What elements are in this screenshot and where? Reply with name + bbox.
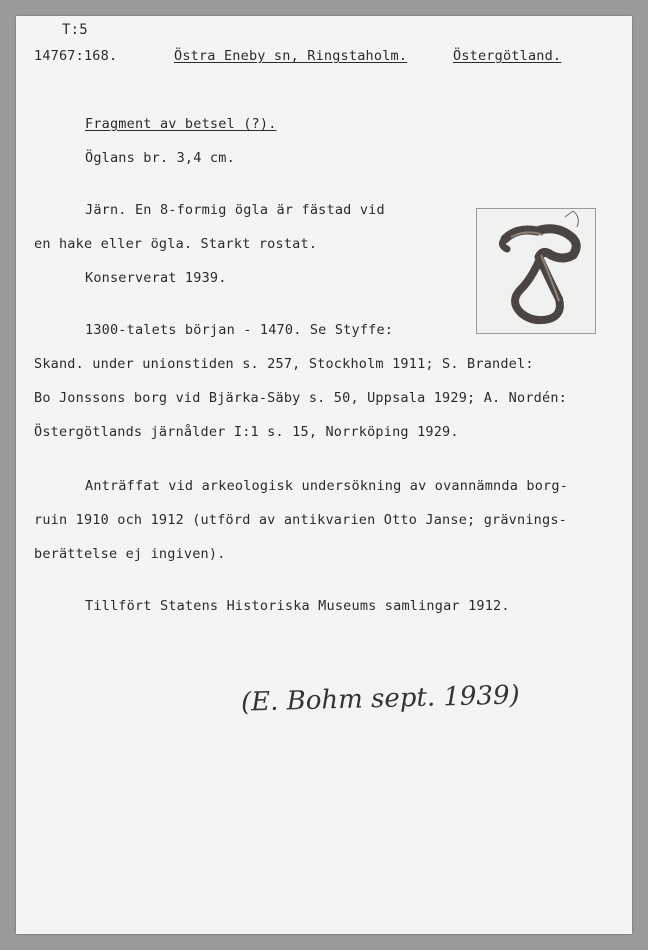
catalogue-number: 14767:168.: [34, 48, 118, 64]
object-title: Fragment av betsel (?).: [85, 116, 277, 132]
object-photo: [476, 208, 596, 334]
find-line: berättelse ej ingiven).: [34, 546, 226, 562]
handwritten-signature: (E. Bohm sept. 1939): [240, 680, 521, 718]
find-line: Anträffat vid arkeologisk undersökning av ovannämnda borg-: [85, 478, 569, 494]
dating-line: Bo Jonssons borg vid Bjärka-Säby s. 50, Uppsala 1929; A. Nordén:: [34, 390, 567, 406]
dating-line: Östergötlands järnålder I:1 s. 15, Norrköping 1929.: [34, 424, 459, 440]
catalogue-card: [16, 16, 632, 934]
object-measurement: Öglans br. 3,4 cm.: [85, 150, 235, 166]
description-line: Konserverat 1939.: [85, 270, 227, 286]
description-line: Järn. En 8-formig ögla är fästad vid: [85, 202, 385, 218]
province: Östergötland.: [453, 48, 562, 64]
iron-loop-image: [477, 209, 595, 333]
parish-location: Östra Eneby sn, Ringstaholm.: [174, 48, 408, 64]
description-line: en hake eller ögla. Starkt rostat.: [34, 236, 318, 252]
dating-line: 1300-talets början - 1470. Se Styffe:: [85, 322, 394, 338]
find-line: ruin 1910 och 1912 (utförd av antikvarien Otto Janse; grävnings-: [34, 512, 567, 528]
shelf-mark: T:5: [62, 22, 88, 38]
dating-line: Skand. under unionstiden s. 257, Stockholm 1911; S. Brandel:: [34, 356, 534, 372]
acquisition-note: Tillfört Statens Historiska Museums samlingar 1912.: [85, 598, 510, 614]
